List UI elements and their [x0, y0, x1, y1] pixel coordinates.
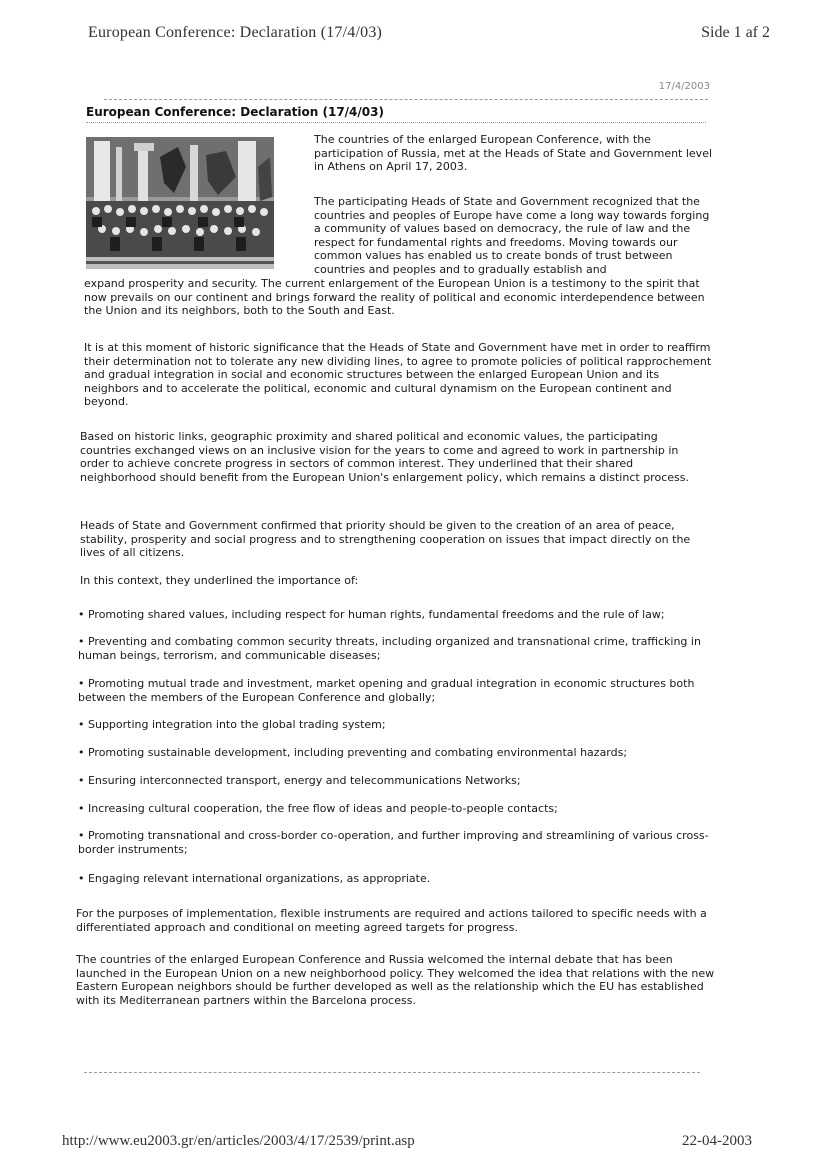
list-item: • Promoting mutual trade and investment, market opening and gradual integration in economic structures both between the members of the European Conference and globally; [78, 677, 695, 704]
page-date: 17/4/2003 [658, 81, 710, 92]
paragraph: In this context, they underlined the importance of: [80, 574, 359, 587]
list-item: • Supporting integration into the global trading system; [78, 718, 386, 731]
title-divider [86, 122, 706, 123]
paragraph: Heads of State and Government confirmed that priority should be given to the creation of an area of peace, stability, prosperity and social progress and to strengthening cooperation on issues that impact directly on the lives of all citizens. [80, 519, 691, 560]
closing-paragraph: For the purposes of implementation, flexible instruments are required and actions tailored to specific needs with a differentiated approach and conditional on meeting agreed targets for progress. [76, 907, 707, 934]
list-item: • Promoting transnational and cross-border co-operation, and further improving and streamlining of various cross-border instruments; [78, 829, 709, 856]
intro-paragraph-1: The countries of the enlarged European Conference, with the participation of Russia, met at the Heads of State and Government level in Athens on April 17, 2003. [314, 133, 713, 174]
list-item: • Increasing cultural cooperation, the free flow of ideas and people-to-people contacts; [78, 802, 558, 815]
list-item: • Promoting sustainable development, including preventing and combating environmental hazards; [78, 746, 628, 759]
print-footer-url: http://www.eu2003.gr/en/articles/2003/4/17/2539/print.asp [62, 1133, 415, 1149]
article-title: European Conference: Declaration (17/4/03) [86, 105, 384, 119]
intro-paragraph-2-wrapped: The participating Heads of State and Government recognized that the countries and peoples of Europe have come a long way towards forging a community of values based on democracy, the rule of law and the respect for fundamental rights and freedoms. Moving towards our common values has enabled us to create bonds of trust between countries and peoples and to gradually establish and [314, 195, 710, 276]
closing-paragraph: The countries of the enlarged European Conference and Russia welcomed the internal debate that has been launched in the European Union on a new neighborhood policy. They welcomed the idea that relations with the new Eastern European neighbors should be further developed as well as the relationship which the EU has established with its Mediterranean partners within the Barcelona process. [76, 953, 715, 1007]
print-header-title: European Conference: Declaration (17/4/03) [88, 24, 383, 41]
paragraph: Based on historic links, geographic proximity and shared political and economic values, the participating countries exchanged views on an inclusive vision for the years to come and agreed to work in partnership in order to achieve concrete progress in sectors of common interest. They underlined that their shared neighborhood should benefit from the European Union's enlargement policy, which remains a distinct process. [80, 430, 689, 484]
conference-group-photo [86, 137, 274, 269]
list-item: • Ensuring interconnected transport, energy and telecommunications Networks; [78, 774, 521, 787]
list-item: • Engaging relevant international organizations, as appropriate. [78, 872, 431, 885]
print-header-page-number: Side 1 af 2 [701, 24, 770, 41]
paragraph: It is at this moment of historic significance that the Heads of State and Government have met in order to reaffirm their determination not to tolerate any new dividing lines, to agree to promote policies of political rapprochement and gradual integration in social and economic structures between the enlarged European Union and its neighbors and to accelerate the political, economic and cultural dynamism on the European continent and beyond. [84, 341, 712, 409]
intro-paragraph-2-continued: expand prosperity and security. The current enlargement of the European Union is a testimony to the spirit that now prevails on our continent and brings forward the reality of political and economic interdependence between the Union and its neighbors, both to the South and East. [84, 277, 705, 318]
bottom-divider [84, 1072, 700, 1073]
print-footer-date: 22-04-2003 [682, 1133, 752, 1149]
top-divider [104, 99, 708, 100]
list-item: • Preventing and combating common security threats, including organized and transnational crime, trafficking in human beings, terrorism, and communicable diseases; [78, 635, 701, 662]
list-item: • Promoting shared values, including respect for human rights, fundamental freedoms and the rule of law; [78, 608, 665, 621]
